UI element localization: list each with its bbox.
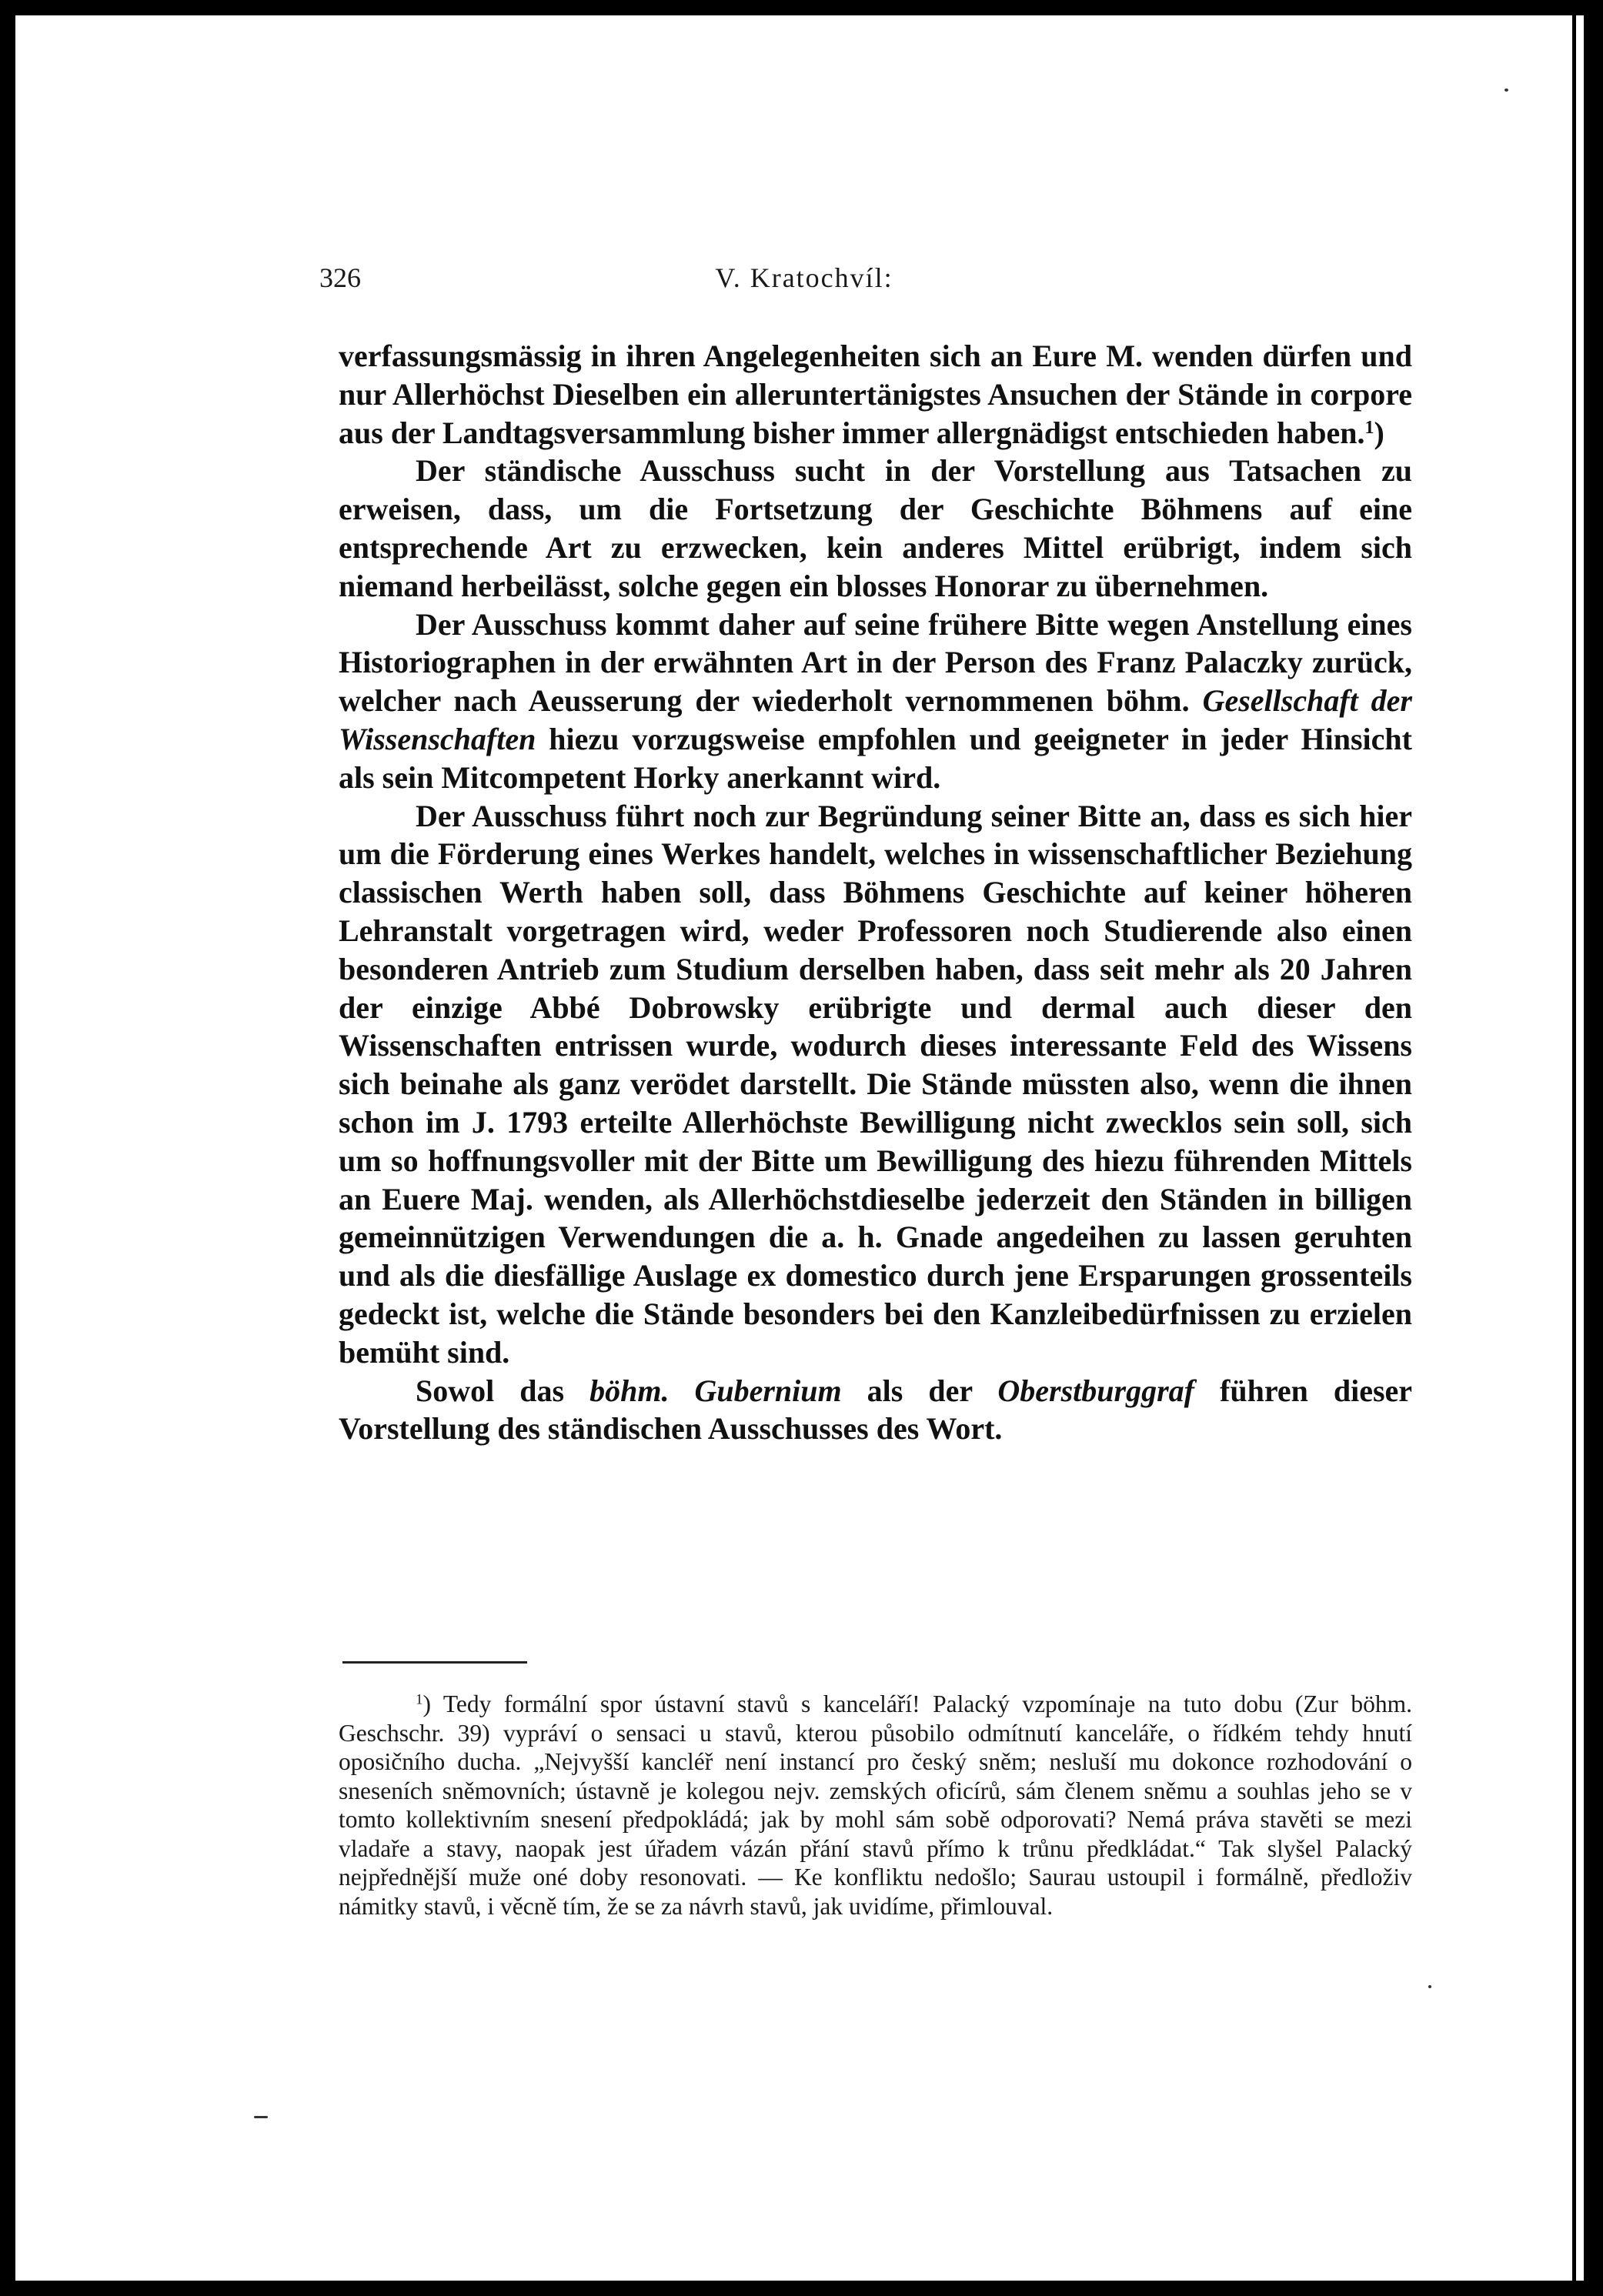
- footnote-reference: 1: [1364, 417, 1374, 438]
- footnote-paragraph: [339, 1690, 1412, 1921]
- paragraph-1: Der ständische Ausschuss sucht in der Vorstellung aus Tatsachen zu erweisen, dass, um die Fortsetzung der Geschichte Böhmens auf eine entsprechende Art zu erzwecken, kein anderes Mittel erübrigt, indem sich niemand herbeilässt, solche gegen ein blosses Honorar zu übernehmen.: [339, 453, 1412, 603]
- page-right-edge: [1576, 15, 1584, 2281]
- footnote-reference-close: ): [1374, 415, 1384, 450]
- footnote-marker: 1: [416, 1691, 423, 1708]
- paragraph-4-italic-2: Oberstburggraf: [997, 1373, 1194, 1408]
- paragraph-2-text-a: Der Ausschuss kommt daher auf seine frühere Bitte wegen Anstellung eines Historiographen in der erwähnten Art in der Person des Franz Palaczky zurück, welcher nach Aeusserung der wiederholt vernommenen böhm.: [339, 606, 1412, 719]
- scan-speck: [1504, 88, 1508, 92]
- paragraph-4-text-b: als der: [867, 1373, 973, 1408]
- body-text: [339, 337, 1412, 1448]
- paragraph-3: Der Ausschuss führt noch zur Begründung seiner Bitte an, dass es sich hier um die Förderung eines Werkes handelt, welches in wissenschaftlicher Beziehung classischen Werth haben soll, dass Böhmens Geschichte auf keiner höheren Lehranstalt vorgetragen wird, weder Professoren noch Studierende also einen besonderen Antrieb zum Studium derselben haben, dass seit mehr als 20 Jahren der einzige Abbé Dobrowsky erübrigte und dermal auch dieser den Wissenschaften entrissen wurde, wodurch dieses interessante Feld des Wissens sich beinahe als ganz verödet darstellt. Die Stände müssten also, wenn die ihnen schon im J. 1793 erteilte Allerhöchste Bewilligung nicht zwecklos sein soll, sich um so hoffnungsvoller mit der Bitte um Bewilligung des hiezu führenden Mittels an Euere Maj. wenden, als Allerhöchstdieselbe jederzeit den Ständen in billigen gemeinnützigen Verwendungen die a. h. Gnade angedeihen zu lassen geruhten und als die diesfällige Auslage ex domestico durch jene Ersparungen grossenteils gedeckt ist, welche die Stände besonders bei den Kanzleibedürfnissen zu erzielen bemüht sind.: [339, 798, 1412, 1370]
- scan-speck: [1428, 1985, 1431, 1988]
- paragraph-0-text: verfassungsmässig in ihren Angelegenheiten sich an Eure M. wenden dürfen und nur Allerhöchst Dieselben ein alleruntertänigstes Ansuchen der Stände in corpore aus der Landtagsversammlung bisher immer allergnädigst entschieden haben.: [339, 339, 1412, 450]
- paragraph-2-text-b: hiezu vorzugsweise empfohlen und geeigneter in jeder Hinsicht als sein Mitcompetent Horky anerkannt wird.: [339, 721, 1412, 795]
- paragraph-4: [339, 1372, 1412, 1449]
- footnote-marker-close: ): [422, 1690, 431, 1717]
- running-head: V. Kratochvíl:: [715, 262, 893, 293]
- paragraph-4-italic-1: böhm. Gubernium: [589, 1373, 842, 1408]
- footnote-rule: [342, 1661, 527, 1664]
- footnote-text: Tedy formální spor ústavní stavů s kanceláří! Palacký vzpomínaje na tuto dobu (Zur böhm. Geschschr. 39) vypráví o sensaci u stavů, kterou působilo odmítnutí kanceláře, o řídkém tehdy hnutí oposičního ducha. „Nejvyšší kancléř není instancí pro český sněm; nesluší mu dokonce rozhodování o sneseních sněmovních; ústavně je kolegou nejv. zemských oficírů, sám členem sněmu a souhlas jeho se v tomto kollektivním snesení předpokládá; jak by mohl sám sobě odporovati? Nemá práva stavěti se mezi vladaře a stavy, naopak jest úřadem vázán přání stavů přímo k trůnu předkládat.“ Tak slyšel Palacký nejpřednější muže oné doby resonovati. — Ke konfliktu nedošlo; Saurau ustoupil i formálně, předloživ námitky stavů, i věcně tím, že se za návrh stavů, jak uvidíme, přimlouval.: [339, 1690, 1412, 1920]
- paragraph-2: [339, 606, 1412, 797]
- scan-speck: [254, 2116, 268, 2118]
- paragraph-4-text-a: Sowol das: [416, 1373, 565, 1408]
- footnote: [339, 1690, 1412, 1921]
- page-header: [319, 262, 1289, 300]
- page-number: 326: [319, 262, 361, 293]
- paragraph-2-italic: Gesellschaft der Wissenschaften: [339, 683, 1413, 756]
- paragraph-0: [339, 337, 1412, 452]
- paragraph-4-text-c: führen dieser Vorstellung des ständischen Ausschusses des Wort.: [339, 1373, 1413, 1447]
